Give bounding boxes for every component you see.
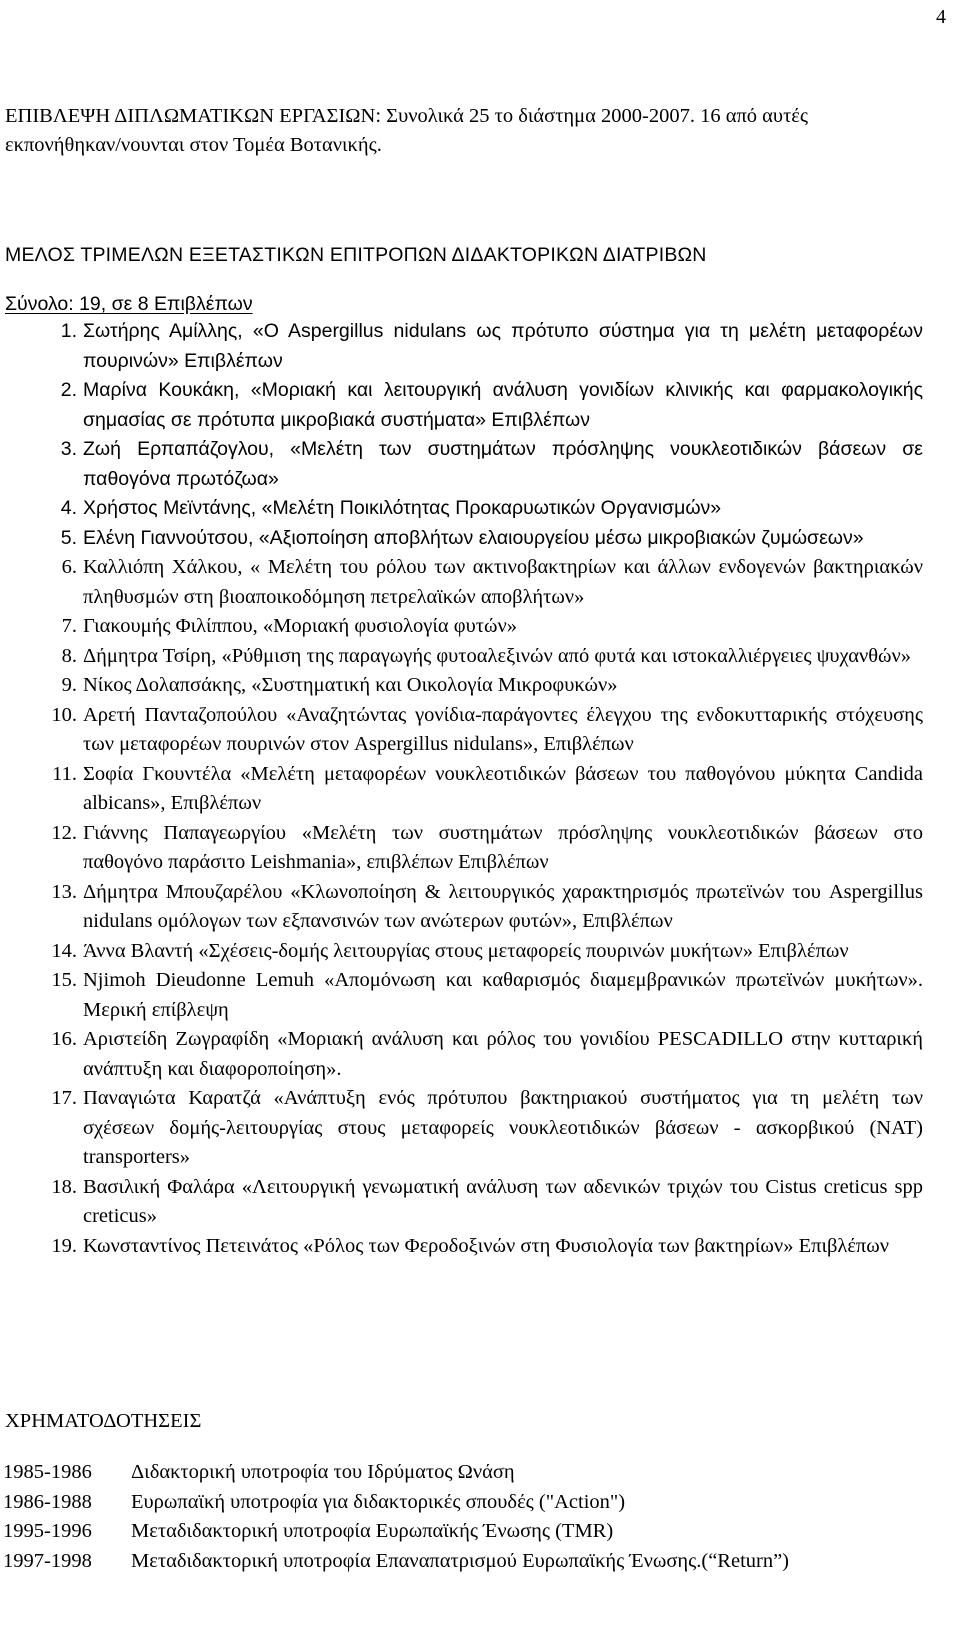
item-number: 7.	[61, 615, 77, 637]
item-text: Njimoh Dieudonne Lemuh «Απομόνωση και καθαρισμός διαμεμβρανικών πρωτεϊνών μυκήτων». Μερική επίβλεψη	[83, 969, 923, 1021]
item-text: Αριστείδη Ζωγραφίδη «Μοριακή ανάλυση και ρόλος του γονιδίου PESCADILLO στην κυτταρική ανάπτυξη και διαφοροποίηση».	[83, 1028, 923, 1080]
item-text: Γιακουμής Φιλίππου, «Μοριακή φυσιολογία φυτών»	[83, 615, 517, 637]
item-number: 9.	[61, 674, 77, 696]
item-text: Παναγιώτα Καρατζά «Ανάπτυξη ενός πρότυπου βακτηριακού συστήματος για τη μελέτη των σχέσεων δομής-λειτουργίας στους μεταφορείς νουκλεοτιδικών βάσεων - ασκορβικού (NAT) transporters»	[83, 1087, 923, 1168]
list-item	[5, 1025, 923, 1084]
item-text: Ζωή Ερπαπάζογλου, «Μελέτη των συστημάτων πρόσληψης νουκλεοτιδικών βάσεων σε παθογόνα πρωτόζωα»	[83, 438, 923, 490]
item-text: Κωνσταντίνος Πετεινάτος «Ρόλος των Φεροδοξινών στη Φυσιολογία των βακτηρίων» Επιβλέπων	[83, 1234, 890, 1257]
item-text: Δήμητρα Μπουζαρέλου «Κλωνοποίηση & λειτουργικός χαρακτηρισμός πρωτεϊνών του Aspergillus nidulans ομόλογων των εξπανσινών των ανώτερων φυτών», Επιβλέπων	[83, 880, 923, 932]
table-row	[3, 1547, 789, 1577]
item-number: 13.	[51, 880, 77, 903]
grant-years: 1985-1986	[3, 1461, 92, 1483]
list-item	[5, 1232, 923, 1262]
grant-text: Ευρωπαϊκή υποτροφία για διδακτορικές σπουδές ("Action")	[131, 1490, 626, 1513]
grant-text: Μεταδιδακτορική υποτροφία Επαναπατρισμού Ευρωπαϊκής Ένωσης.(“Return”)	[131, 1549, 790, 1572]
table-row	[3, 1517, 789, 1547]
item-text: Μαρίνα Κουκάκη, «Μοριακή και λειτουργική ανάλυση γονιδίων κλινικής και φαρμακολογικής σημασίας σε πρότυπα μικροβιακά συστήματα» Επιβλέπων	[83, 379, 923, 431]
list-item	[5, 671, 923, 701]
list-item	[5, 494, 923, 524]
intro-paragraph: ΕΠΙΒΛΕΨΗ ΔΙΠΛΩΜΑΤΙΚΩΝ ΕΡΓΑΣΙΩΝ: Συνολικά 25 το διάστημα 2000-2007. 16 από αυτές εκπονήθηκαν/νουνται στον Τομέα Βοτανικής.	[5, 105, 809, 156]
item-number: 5.	[60, 526, 77, 549]
item-number: 19.	[51, 1234, 77, 1257]
table-row	[3, 1488, 789, 1518]
grant-years: 1986-1988	[3, 1490, 92, 1513]
item-number: 1.	[60, 320, 77, 342]
item-text: Ελένη Γιαννούτσου, «Αξιοποίηση αποβλήτων ελαιουργείου μέσω μικροβιακών ζυμώσεων»	[83, 526, 864, 549]
item-number: 12.	[51, 821, 77, 844]
item-text: Αρετή Πανταζοπούλου «Αναζητώντας γονίδια-παράγοντες έλεγχου της ενδοκυτταρικής στόχευσης των μεταφορέων πουρινών στον Aspergillus nidulans», Επιβλέπων	[83, 703, 923, 755]
grant-years: 1997-1998	[3, 1549, 92, 1572]
list-item	[5, 1084, 923, 1173]
item-number: 8.	[61, 644, 77, 667]
grant-years: 1995-1996	[3, 1520, 92, 1542]
list-item	[5, 435, 923, 494]
item-number: 10.	[51, 703, 77, 726]
item-number: 11.	[52, 762, 77, 785]
list-item	[5, 524, 923, 554]
item-number: 16.	[51, 1028, 77, 1050]
page-number: 4	[936, 6, 946, 28]
grants-table	[3, 1458, 789, 1576]
item-number: 18.	[51, 1175, 77, 1198]
item-text: Σοφία Γκουντέλα «Μελέτη μεταφορέων νουκλεοτιδικών βάσεων του παθογόνου μύκητα Candida albicans», Επιβλέπων	[83, 762, 923, 814]
grant-text: Διδακτορική υποτροφία του Ιδρύματος Ωνάση	[131, 1461, 515, 1483]
list-item	[5, 819, 923, 878]
total-line: Σύνολο: 19, σε 8 Επιβλέπων	[5, 293, 253, 315]
item-text: Βασιλική Φαλάρα «Λειτουργική γενωματική ανάλυση των αδενικών τριχών του Cistus creticus spp creticus»	[83, 1175, 923, 1227]
item-number: 6.	[61, 556, 77, 578]
committee-list	[5, 317, 923, 1261]
item-text: Δήμητρα Τσίρη, «Ρύθμιση της παραγωγής φυτοαλεξινών από φυτά και ιστοκαλλιέργειες ψυχανθών»	[83, 644, 912, 667]
list-item	[5, 966, 923, 1025]
list-item	[5, 642, 923, 672]
grant-text: Μεταδιδακτορική υποτροφία Ευρωπαϊκής Ένωσης (TMR)	[131, 1520, 614, 1542]
item-number: 15.	[51, 969, 77, 991]
funding-heading: ΧΡΗΜΑΤΟΔΟΤΗΣΕΙΣ	[5, 1410, 202, 1432]
list-item	[5, 553, 923, 612]
item-text: Γιάννης Παπαγεωργίου «Μελέτη των συστημάτων πρόσληψης νουκλεοτιδικών βάσεων στο παθογόνο παράσιτο Leishmania», επιβλέπων Επιβλέπων	[83, 821, 923, 873]
committee-heading: ΜΕΛΟΣ ΤΡΙΜΕΛΩΝ ΕΞΕΤΑΣΤΙΚΩΝ ΕΠΙΤΡΟΠΩΝ ΔΙΔΑΚΤΟΡΙΚΩΝ ΔΙΑΤΡΙΒΩΝ	[5, 244, 707, 266]
list-item	[5, 937, 923, 967]
list-item	[5, 376, 923, 435]
list-item	[5, 1173, 923, 1232]
item-number: 2.	[60, 379, 77, 401]
list-item	[5, 612, 923, 642]
list-item	[5, 701, 923, 760]
item-number: 14.	[51, 939, 77, 962]
item-text: Σωτήρης Αμίλλης, «O Aspergillus nidulans ως πρότυπο σύστημα για τη μελέτη μεταφορέων πουρινών» Επιβλέπων	[83, 320, 923, 372]
list-item	[5, 760, 923, 819]
item-text: Νίκος Δολαπσάκης, «Συστηματική και Οικολογία Μικροφυκών»	[83, 674, 618, 696]
item-text: Άννα Βλαντή «Σχέσεις-δομής λειτουργίας στους μεταφορείς πουρινών μυκήτων» Επιβλέπων	[83, 939, 849, 962]
item-text: Χρήστος Μεϊντάνης, «Μελέτη Ποικιλότητας Προκαρυωτικών Οργανισμών»	[83, 497, 722, 519]
item-text: Καλλιόπη Χάλκου, « Μελέτη του ρόλου των ακτινοβακτηρίων και άλλων ενδογενών βακτηριακών πληθυσμών στη βιοαποικοδόμηση πετρελαϊκών αποβλήτων»	[83, 556, 923, 608]
list-item	[5, 878, 923, 937]
item-number: 4.	[60, 497, 77, 519]
item-number: 3.	[60, 438, 77, 460]
item-number: 17.	[51, 1087, 77, 1109]
table-row	[3, 1458, 789, 1488]
list-item	[5, 317, 923, 376]
